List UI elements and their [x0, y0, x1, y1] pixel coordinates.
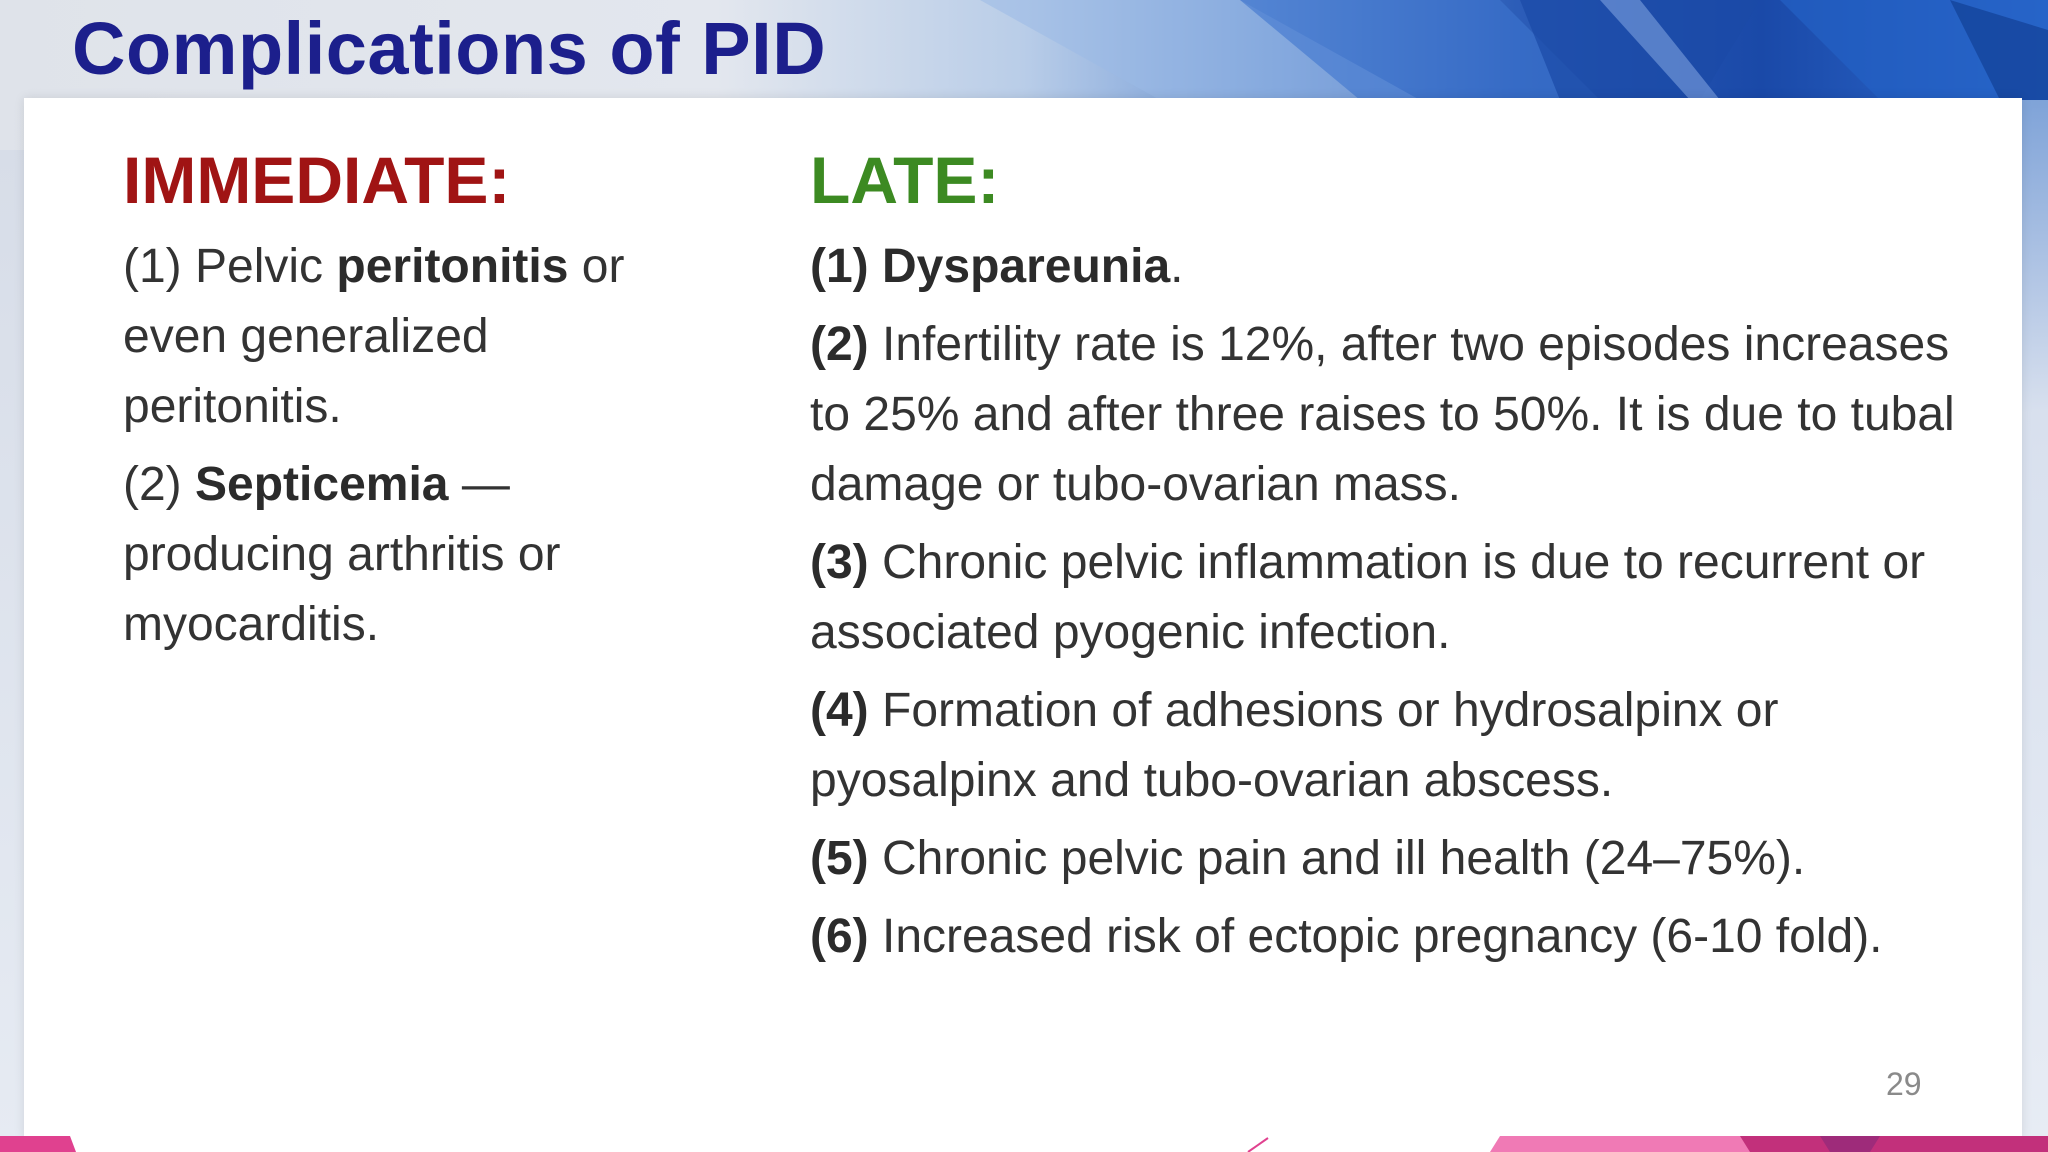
- immediate-item-1: [123, 232, 683, 442]
- item-term: peritonitis: [336, 240, 569, 293]
- late-item-3: [810, 528, 2000, 668]
- item-term: Dyspareunia: [882, 240, 1171, 293]
- item-text: or even generalized peritonitis.: [123, 240, 625, 433]
- item-text: Chronic pelvic inflammation is due to recurrent or associated pyogenic infection.: [810, 536, 1926, 659]
- late-column: [810, 140, 2000, 980]
- immediate-list: [123, 232, 683, 660]
- late-heading: LATE:: [810, 143, 1000, 217]
- item-number: (4): [810, 684, 869, 737]
- item-number: (1): [123, 240, 182, 293]
- immediate-item-2: [123, 450, 683, 660]
- item-text: Increased risk of ectopic pregnancy (6-10 fold).: [882, 910, 1883, 963]
- item-number: (6): [810, 910, 869, 963]
- item-text: Infertility rate is 12%, after two episodes increases to 25% and after three raises to 50%. It is due to tubal damage or tubo-ovarian mass.: [810, 318, 1955, 511]
- late-item-4: [810, 676, 2000, 816]
- item-term: Septicemia: [195, 458, 449, 511]
- late-item-5: [810, 824, 2000, 894]
- item-number: (1): [810, 240, 869, 293]
- right-edge-shade: [2020, 100, 2048, 1140]
- item-text: Pelvic: [195, 240, 324, 293]
- immediate-column: [123, 140, 683, 668]
- footer-accent-bar: [0, 1136, 2048, 1152]
- late-item-6: [810, 902, 2000, 972]
- item-text: .: [1170, 240, 1184, 293]
- late-list: [810, 232, 2000, 972]
- slide-title: Complications of PID: [72, 7, 827, 90]
- item-text: Formation of adhesions or hydrosalpinx or pyosalpinx and tubo-ovarian abscess.: [810, 684, 1779, 807]
- item-number: (3): [810, 536, 869, 589]
- late-item-2: [810, 310, 2000, 520]
- item-text: — producing arthritis or myocarditis.: [123, 458, 561, 651]
- footer-decoration: [0, 1136, 2048, 1152]
- item-number: (5): [810, 832, 869, 885]
- item-number: (2): [810, 318, 869, 371]
- item-text: Chronic pelvic pain and ill health (24–75%).: [882, 832, 1806, 885]
- page-number: 29: [1886, 1066, 1922, 1102]
- late-item-1: [810, 232, 2000, 302]
- item-number: (2): [123, 458, 182, 511]
- immediate-heading: IMMEDIATE:: [123, 143, 511, 217]
